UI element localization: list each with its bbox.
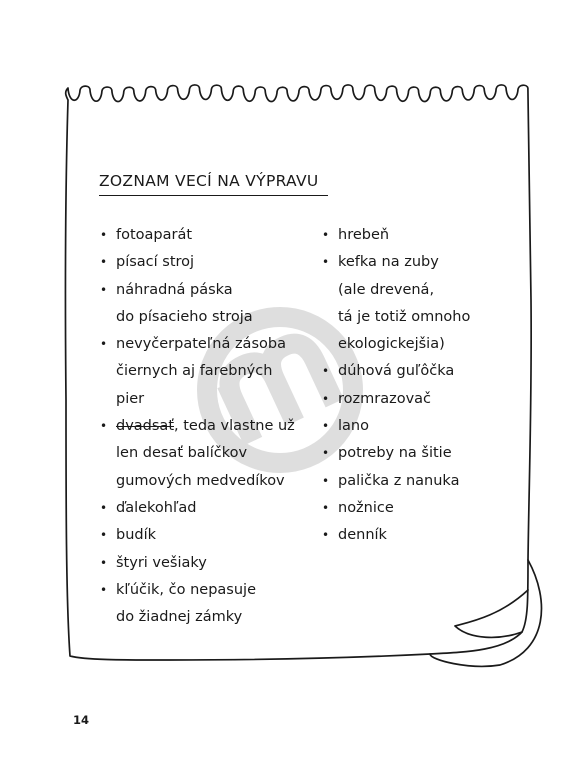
page-number: 14 xyxy=(73,713,90,727)
list-item-text: do písacieho stroja xyxy=(116,308,253,325)
list-item xyxy=(322,440,470,467)
list-item-text: čiernych aj farebných xyxy=(116,363,273,380)
list-item xyxy=(100,495,295,522)
list-item-text: kľúčik, čo nepasuje xyxy=(116,581,256,598)
list-item-text: ekologickejšia) xyxy=(338,336,445,353)
list-item-text: náhradná páska xyxy=(116,281,233,298)
list-item-text: hrebeň xyxy=(338,227,390,243)
list-item xyxy=(322,249,470,276)
list-item-text: denník xyxy=(338,527,387,544)
left-item-list xyxy=(100,222,295,631)
list-item xyxy=(100,331,295,358)
list-item-text: písací stroj xyxy=(116,254,195,271)
list-item xyxy=(100,550,295,577)
list-item-continuation xyxy=(322,277,470,304)
list-item-continuation xyxy=(322,331,470,358)
list-item-text: gumových medvedíkov xyxy=(116,472,285,489)
list-title: ZOZNAM VECÍ NA VÝPRAVU xyxy=(99,172,319,190)
list-item-text: lano xyxy=(338,418,369,435)
list-item-text: rozmrazovač xyxy=(338,390,432,407)
list-item-text: nevyčerpateľná zásoba xyxy=(116,336,286,353)
list-item-text: (ale drevená, xyxy=(338,281,435,298)
list-item xyxy=(100,413,295,440)
list-item-continuation xyxy=(100,468,295,495)
list-item-continuation xyxy=(322,304,470,331)
list-item-continuation xyxy=(100,386,295,413)
list-item xyxy=(100,577,295,604)
list-item-text: kefka na zuby xyxy=(338,254,439,271)
list-item xyxy=(322,522,470,549)
list-item-continuation xyxy=(100,304,295,331)
list-item-continuation xyxy=(100,440,295,467)
list-item xyxy=(100,222,295,249)
list-item xyxy=(100,277,295,304)
list-item-text: fotoaparát xyxy=(116,227,193,243)
list-item-continuation xyxy=(100,358,295,385)
list-item-text: do žiadnej zámky xyxy=(116,609,243,626)
list-item-text: len desať balíčkov xyxy=(116,445,248,462)
list-item-text: ďalekohľad xyxy=(116,499,197,516)
struck-word: dvadsať xyxy=(116,418,174,435)
list-item-text: budík xyxy=(116,527,157,544)
list-item-text: nožnice xyxy=(338,499,394,516)
list-item xyxy=(100,522,295,549)
list-item xyxy=(322,222,470,249)
list-item-text: štyri vešiaky xyxy=(116,554,207,571)
list-item xyxy=(322,358,470,385)
list-item-text: , teda vlastne už xyxy=(174,418,295,435)
list-item-continuation xyxy=(100,604,295,631)
list-item xyxy=(322,468,470,495)
list-item-text: potreby na šitie xyxy=(338,445,452,462)
list-item-text: pier xyxy=(116,390,145,407)
list-item xyxy=(322,386,470,413)
list-item xyxy=(322,413,470,440)
list-item xyxy=(322,495,470,522)
title-underline xyxy=(99,195,328,196)
list-item-text: tá je totiž omnoho xyxy=(338,308,471,325)
list-item-text: dúhová guľôčka xyxy=(338,363,455,380)
list-item xyxy=(100,249,295,276)
list-item-text: palička z nanuka xyxy=(338,472,460,489)
right-item-list xyxy=(322,222,470,550)
